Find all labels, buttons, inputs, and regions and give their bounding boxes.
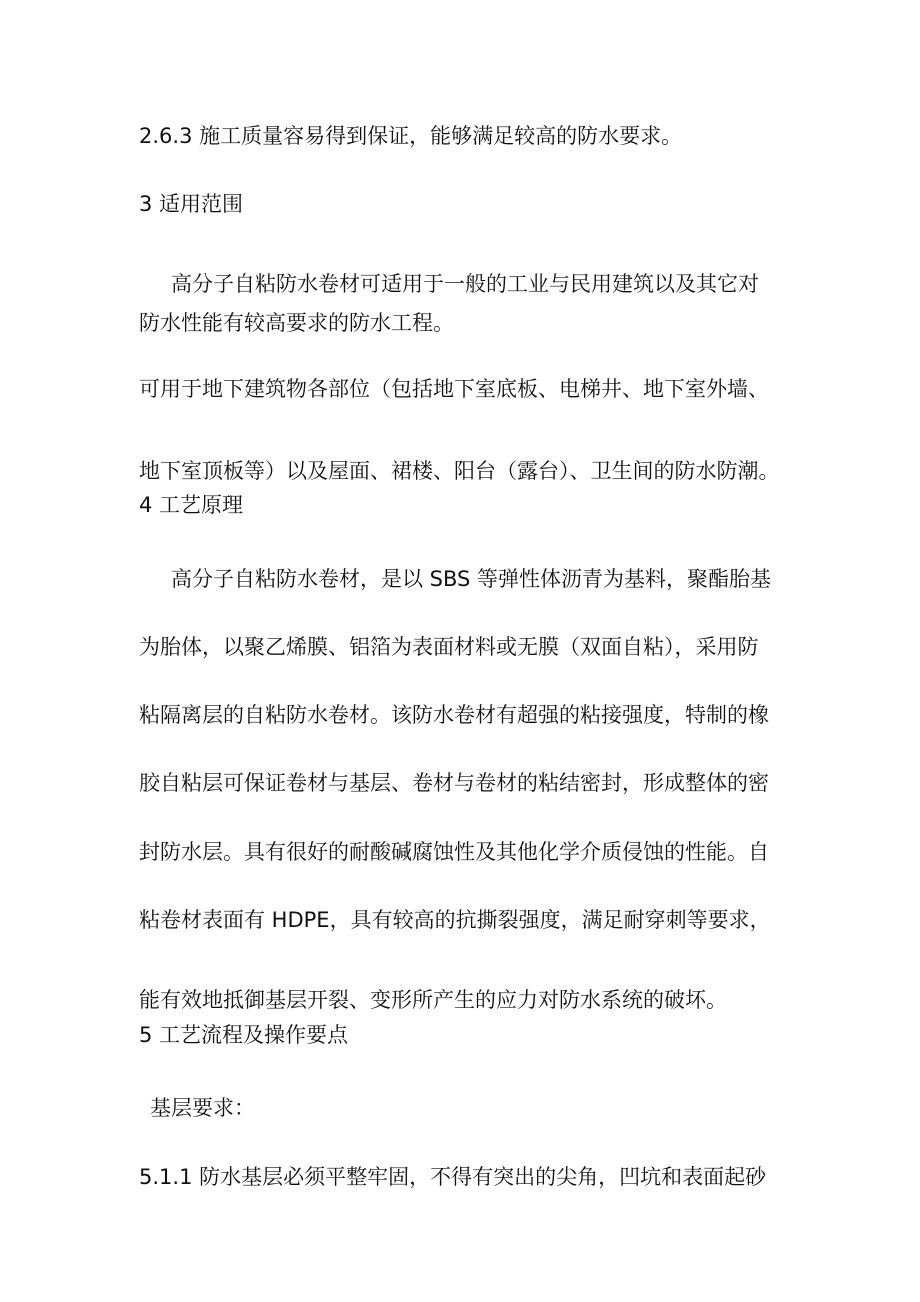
clause-5-1-1: 5.1.1 防水基层必须平整牢固，不得有突出的尖角，凹坑和表面起砂 (139, 1165, 767, 1189)
paragraph-line: 能有效地抵御基层开裂、变形所产生的应力对防水系统的破坏。 (139, 988, 727, 1012)
subheading-base-requirements: 基层要求： (150, 1096, 255, 1120)
section-heading-3: 3 适用范围 (139, 192, 244, 216)
section-heading-5: 5 工艺流程及操作要点 (139, 1023, 349, 1047)
paragraph-line: 粘卷材表面有 HDPE，具有较高的抗撕裂强度，满足耐穿刺等要求， (139, 908, 771, 932)
paragraph-line: 可用于地下建筑物各部位（包括地下室底板、电梯井、地下室外墙、 (139, 377, 769, 401)
section-heading-4: 4 工艺原理 (139, 493, 244, 517)
paragraph-line: 高分子自粘防水卷材可适用于一般的工业与民用建筑以及其它对 (171, 272, 759, 296)
paragraph-line: 封防水层。具有很好的耐酸碱腐蚀性及其他化学介质侵蚀的性能。自 (139, 840, 769, 864)
paragraph-line: 防水性能有较高要求的防水工程。 (139, 311, 454, 335)
paragraph-line: 地下室顶板等）以及屋面、裙楼、阳台（露台）、卫生间的防水防潮。 (139, 459, 780, 483)
paragraph-line: 粘隔离层的自粘防水卷材。该防水卷材有超强的粘接强度，特制的橡 (139, 703, 769, 727)
clause-2-6-3: 2.6.3 施工质量容易得到保证，能够满足较高的防水要求。 (139, 124, 683, 148)
paragraph-line: 为胎体，以聚乙烯膜、铝箔为表面材料或无膜（双面自粘），采用防 (139, 635, 759, 659)
paragraph-line: 高分子自粘防水卷材，是以 SBS 等弹性体沥青为基料，聚酯胎基 (171, 567, 772, 591)
paragraph-line: 胶自粘层可保证卷材与基层、卷材与卷材的粘结密封，形成整体的密 (139, 771, 769, 795)
